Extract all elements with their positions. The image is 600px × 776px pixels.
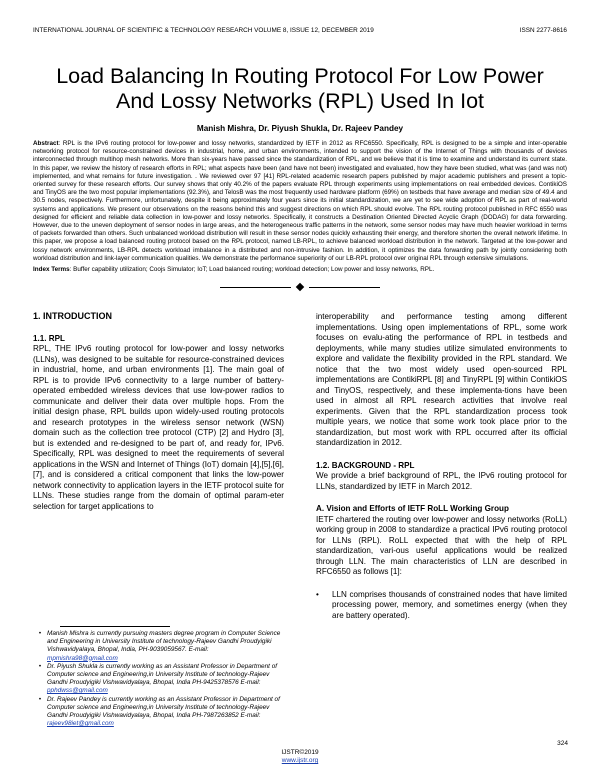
- section-heading-introduction: 1. INTRODUCTION: [33, 311, 113, 321]
- subheading-roll: A. Vision and Efforts of IETF RoLL Working Group: [316, 504, 509, 513]
- bullet-icon: •: [38, 662, 42, 670]
- intro-paragraph: RPL, THE IPv6 routing protocol for low-power and lossy networks (LLNs), was designed to be suitable for resource-constrained devices in industrial, home, and urban environments [1]. The main goal of RPL is to provide IPv6 connectivity to a large number of battery-operated embedded wireless devices that use low-power radios to communicate and deliver their data over multiple hops. From the initial design phase, RPL builds upon widely-used routing protocols and research prototypes in the wireless sensor network (WSN) domain such as the collection tree protocol (CTP) [2] and Hydro [3], but is extended and re-designed to be part of, and ready for, IPv6. Specifically, RPL was designed to meet the requirements of several applications in the WSN and Internet of Things (IoT) domain [4],[5],[6],[7], and is considered a critical component that links the low-power network connectivity to application layers in the IETF protocol suite for LLNs. These studies range from the domain of optimal param-eter selection for target applications to: [33, 344, 284, 511]
- bullet-icon: •: [38, 630, 42, 637]
- running-header: [33, 27, 567, 34]
- roll-paragraph: IETF chartered the routing over low-power and lossy networks (RoLL) working group in 2008 to standardize a practical IPv6 routing protocol for LLNs (RPL). RoLL expected that with the help of RPL standardization, vari-ous useful applications would be realized through LLN. The main characteristics of LLN are described in RFC6550 as follows [1]:: [316, 514, 567, 576]
- email-link[interactable]: mpmishra98@gmail.com: [47, 654, 118, 662]
- background-paragraph: We provide a brief background of RPL, the IPv6 routing protocol for LLNs, standardized by IETF in March 2012.: [316, 471, 567, 491]
- abstract-text: : RPL is the IPv6 routing protocol for low-power and lossy networks, standardized by IETF in 2012 as RFC6550. Specifically, RPL is designed to be a simple and inter-operable networking protocol for resource-constrained devices in industrial, home, and urban environments, intended to support the vision of the Internet of Things with thousands of devices interconnected through multihop mesh networks. More than six-years have passed since the standardization of RPL, and we believe that it is time to examine and understand its current state. In this paper, we review the history of research efforts in RPL; what aspects have been (and have not been) investigated and evaluated, how they have been studied, what was (and was not) implemented, and what remains for future investigation. . We reviewed over 97 [41] RPL-related academic research papers published by major academic publishers and present a topic-oriented survey for these research efforts. Our survey shows that only 40.2% of the papers evaluate RPL through experiments using implementations on real embedded devices. ContikiOS and TinyOS are the two most popular implementations (92.3%), and TelosB was the most frequently used hardware platform (69%) on testbeds that have average and median size of 49.4 and 30.5 nodes, respectively. Furthermore, unfortunately, despite it being approximately four years since its initial standardization, we are yet to see wide adoption of RPL as part of real-world systems and applications. We present our observations on the reasons behind this and suggest directions on which RPL should evolve. The RPL routing protocol published in RFC 6550 was designed for efficient and reliable data collection in low-power and lossy networks. Specifically, it constructs a Destination Oriented Directed Acyclic Graph (DODAG) for data forwarding. However, due to the uneven deployment of sensor nodes in large areas, and the heterogeneous traffic patterns in the network, some sensor nodes may have much heavier workload in terms of packets forwarded than others. Such unbalanced workload distribution will result in these sensor nodes quickly exhausting their energy, and therefore shorten the overall network lifetime. In this paper, we propose a load balanced routing protocol based on the RPL protocol, named LB-RPL, to achieve balanced workload distribution in the network. Targeted at the low-power and lossy network environments, LB-RPL detects workload imbalance in a distributed and non-intrusive fashion. In addition, it optimizes the data forwarding path by jointly considering both workload distribution and link-layer communication qualities. We demonstrate the performance superiority of our LB-RPL protocol over original RPL through extensive simulations.: [33, 140, 567, 262]
- email-link[interactable]: pphdwss@gmail.com: [47, 687, 108, 695]
- index-terms-label: Index Terms: [33, 266, 70, 273]
- index-terms-text: : Buffer capability utilization; Coojs Simulator; IoT; Load balanced routing; workload detection; Low power and lossy networks, RPL.: [69, 266, 435, 273]
- section-divider: [220, 283, 380, 291]
- diamond-icon: [296, 283, 304, 291]
- footnote-item: [33, 696, 284, 729]
- subheading-rpl: 1.1. RPL: [33, 333, 65, 343]
- abstract-label: Abstract: [33, 140, 59, 147]
- footer-copyright: IJSTR©2019: [281, 749, 319, 756]
- email-link[interactable]: rajeev98iet@gmail.com: [47, 720, 114, 728]
- footnote-text: Dr. Rajeev Pandey is currently working as an Assistant Professor in Department of Computer science and Engineering,in University Institute of technology-Rajeev Gandhi Proudyigiki Vishwavidyalaya, Bhopal, India PH-7987263852 E-mail:: [47, 695, 280, 720]
- issn: ISSN 2277-8616: [519, 27, 567, 34]
- page-footer: [0, 749, 600, 765]
- page-number: 324: [557, 740, 568, 747]
- author-footnotes: [33, 630, 284, 728]
- abstract: [33, 140, 567, 263]
- left-column: [33, 311, 284, 512]
- subheading-background: 1.2. BACKGROUND - RPL: [316, 460, 415, 470]
- list-item: [316, 590, 567, 622]
- authors: Manish Mishra, Dr. Piyush Shukla, Dr. Rajeev Pandey: [196, 124, 404, 133]
- bullet-icon: •: [38, 695, 42, 703]
- list-item-text: LLN comprises thousands of constrained nodes that have limited processing power, memory, and sometimes energy (when they are battery operated).: [332, 589, 567, 620]
- footer-url[interactable]: www.ijstr.org: [281, 757, 319, 764]
- footnote-item: [33, 630, 284, 663]
- footnote-text: Dr. Piyush Shukla is currently working as an Assistant Professor in Department of Computer science and Engineering,in University Institute of technology-Rajeev Gandhi Proudyigiki Vishwavidyalaya, Bhopal, India PH-9425378576 E-mail:: [47, 662, 278, 687]
- footnote-text: Manish Mishra is currently pursuing masters degree program in Computer Science and Engineering in University Institute of technology-Rajeev Gandhi Proudyigiki Vishwavidyalaya, Bhopal, India, PH-9039059567. E-mail:: [47, 630, 281, 654]
- right-column: [316, 312, 567, 621]
- paper-title: Load Balancing In Routing Protocol For Low Power And Lossy Networks (RPL) Used In Iot: [56, 64, 544, 113]
- journal-name: INTERNATIONAL JOURNAL OF SCIENTIFIC & TECHNOLOGY RESEARCH VOLUME 8, ISSUE 12, DECEMBER 2019: [33, 27, 374, 34]
- continued-paragraph: interoperability and performance testing among different implementations. Using open implementations of RPL, some work focuses on evalu-ating the performance of RPL in testbeds and deployments, while many studies utilize simulated environments to explore and validate the flexibility provided in the RPL standard. We notice that the two most widely used open-sourced RPL implementations are ContikiRPL [8] and TinyRPL [9] within ContikiOS and TinyOS, respectively, and these implementa-tions have been used in almost all RPL research activities that involve real experiments. Given that the RPL standardization process took multiple years, we notice that some work took place prior to the standardization, but most work with RPL occurred after its official standardization in 2012.: [316, 312, 567, 447]
- footnote-separator: [60, 626, 170, 627]
- index-terms: [33, 266, 567, 273]
- bullet-icon: •: [316, 589, 319, 599]
- footnote-item: [33, 663, 284, 696]
